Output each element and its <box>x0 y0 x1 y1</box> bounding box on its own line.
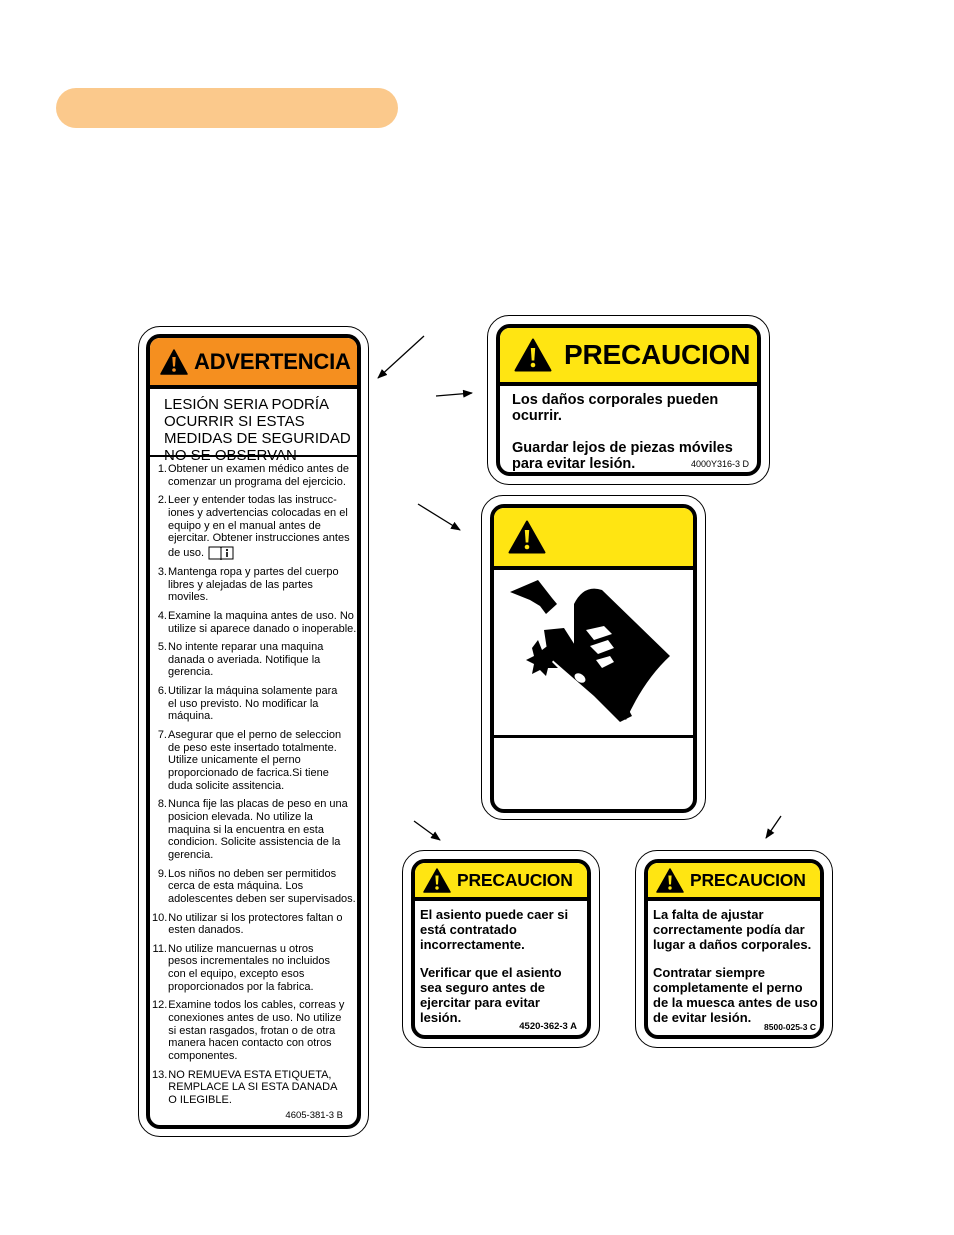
list-item <box>152 566 357 604</box>
list-item <box>152 610 357 635</box>
item-number: 11. <box>152 942 167 955</box>
item-text: Asegurar que el perno de seleccion de peso este insertado totalmente. Utilize unicamente el perno proporcionado de facrica.Si tiene duda solicite assitencia. <box>168 729 342 792</box>
precaucion-title: PRECAUCION <box>457 869 573 890</box>
precaucion-title: PRECAUCION <box>564 339 751 370</box>
list-item <box>152 798 357 861</box>
item-text: Obtener un examen médico antes de comenzar un programa del ejercicio. <box>168 463 350 488</box>
arrow-to-pictogram <box>418 504 460 530</box>
precaucion-paragraph: Verificar que el asiento sea seguro antes de ejercitar para evitar lesión. <box>420 965 562 1025</box>
list-item <box>152 912 357 937</box>
precaucion-paragraph: La falta de ajustar correctamente podía dar lugar a daños corporales. <box>653 907 812 952</box>
item-number: 2. <box>157 494 167 507</box>
item-number: 12. <box>152 999 168 1012</box>
warning-triangle-icon <box>423 868 451 893</box>
label-code: 4520-362-3 A <box>519 1021 577 1032</box>
precaucion-body <box>648 901 820 1025</box>
pinch-point-hand-icon <box>494 570 693 735</box>
manual-book-icon <box>208 545 234 560</box>
advertencia-title: ADVERTENCIA <box>194 348 351 374</box>
item-text: NO REMUEVA ESTA ETIQUETA, REMPLACE LA SI ESTA DANADA O ILEGIBLE. <box>168 1068 338 1106</box>
list-item <box>152 943 357 993</box>
list-item <box>152 494 357 559</box>
list-item <box>152 868 357 906</box>
label-code: 8500-025-3 C <box>764 1022 816 1032</box>
lead-line: MEDIDAS DE SEGURIDAD <box>164 430 351 447</box>
item-number: 8. <box>157 798 167 811</box>
item-number: 1. <box>157 463 167 475</box>
precaucion-header <box>648 863 820 901</box>
item-text: Utilizar la máquina solamente para el uso previsto. No modificar la máquina. <box>168 685 338 723</box>
item-text: No intente reparar una maquina danada o averiada. Notifique la gerencia. <box>168 641 324 679</box>
lead-line: NO SE OBSERVAN <box>164 447 297 464</box>
precaucion-header <box>415 863 587 901</box>
warning-triangle-icon <box>508 520 546 554</box>
warning-triangle-icon <box>514 338 552 372</box>
item-number: 13. <box>152 1068 168 1081</box>
warning-triangle-icon <box>160 349 188 375</box>
list-item <box>152 1069 357 1107</box>
precaucion-pin-label <box>635 850 833 1048</box>
pinch-pictogram-label <box>481 495 706 820</box>
list-item <box>152 999 357 1062</box>
precaucion-body <box>415 901 587 1025</box>
item-number: 3. <box>157 565 167 578</box>
precaucion-header <box>500 328 757 386</box>
item-text: Nunca fije las placas de peso en una posicion elevada. No utilize la maquina si la encuentra en esta condicion. Solicite assistencia de la gerencia. <box>168 798 348 861</box>
label-code: 4000Y316-3 D <box>690 459 749 469</box>
item-number: 5. <box>157 641 167 654</box>
arrow-to-pin-label <box>766 816 781 838</box>
precaucion-paragraph: Guardar lejos de piezas móviles para evitar lesión. <box>512 440 733 472</box>
precaucion-paragraph: Contratar siempre completamente el perno de la muesca antes de uso de evitar lesión. <box>653 965 818 1025</box>
advertencia-list <box>150 457 357 1106</box>
item-text <box>168 494 357 559</box>
arrow-to-seat-label <box>414 821 440 840</box>
list-item <box>152 729 357 792</box>
precaucion-seat-label <box>402 850 600 1048</box>
advertencia-label <box>138 326 369 1137</box>
item-text: Examine la maquina antes de uso. No utilize si aparece danado o inoperable. <box>168 609 357 635</box>
item-number: 6. <box>157 685 167 698</box>
item-number: 4. <box>157 609 167 622</box>
item-text-content: Leer y entender todas las instrucc- iones y advertencias colocadas en el equipo y en el manual antes de ejercitar. Obtener instrucciones antes de uso. <box>168 494 350 559</box>
advertencia-lead <box>150 389 357 464</box>
list-item <box>152 641 357 679</box>
item-text: Los niños no deben ser permitidos cerca de esta máquina. Los adolescentes deben ser supervisados. <box>168 867 356 905</box>
pictogram-area <box>494 570 693 738</box>
item-text: No utilizar si los protectores faltan o esten danados. <box>168 911 343 937</box>
label-code: 4605-381-3 B <box>285 1110 343 1121</box>
list-item <box>152 685 357 723</box>
precaucion-moving-parts-label <box>487 315 770 485</box>
lead-line: OCURRIR SI ESTAS <box>164 413 305 430</box>
item-text: Examine todos los cables, correas y conexiones antes de uso. No utilize si estan rasgados, frotan o de otra manera hacen contacto con otros componentes. <box>168 999 345 1062</box>
pictogram-header <box>494 508 693 570</box>
advertencia-header <box>150 338 357 389</box>
item-number: 10. <box>152 911 168 924</box>
precaucion-title: PRECAUCION <box>690 869 806 890</box>
item-number: 9. <box>157 867 167 880</box>
arrow-to-precaucion-main <box>436 393 472 396</box>
precaucion-paragraph: El asiento puede caer si está contratado incorrectamente. <box>420 907 569 952</box>
item-text: No utilize mancuernas u otros pesos incrementales no incluidos con el equipo, excepto esos proporcionados por la fabrica. <box>168 942 331 993</box>
arrow-to-advertencia <box>378 336 424 378</box>
item-number: 7. <box>157 729 167 742</box>
warning-triangle-icon <box>656 868 684 893</box>
lead-line: LESIÓN SERIA PODRÍA <box>164 396 330 413</box>
precaucion-paragraph: Los daños corporales pueden ocurrir. <box>512 392 719 424</box>
item-text: Mantenga ropa y partes del cuerpo libres y alejadas de las partes moviles. <box>168 565 339 604</box>
list-item <box>152 463 357 488</box>
